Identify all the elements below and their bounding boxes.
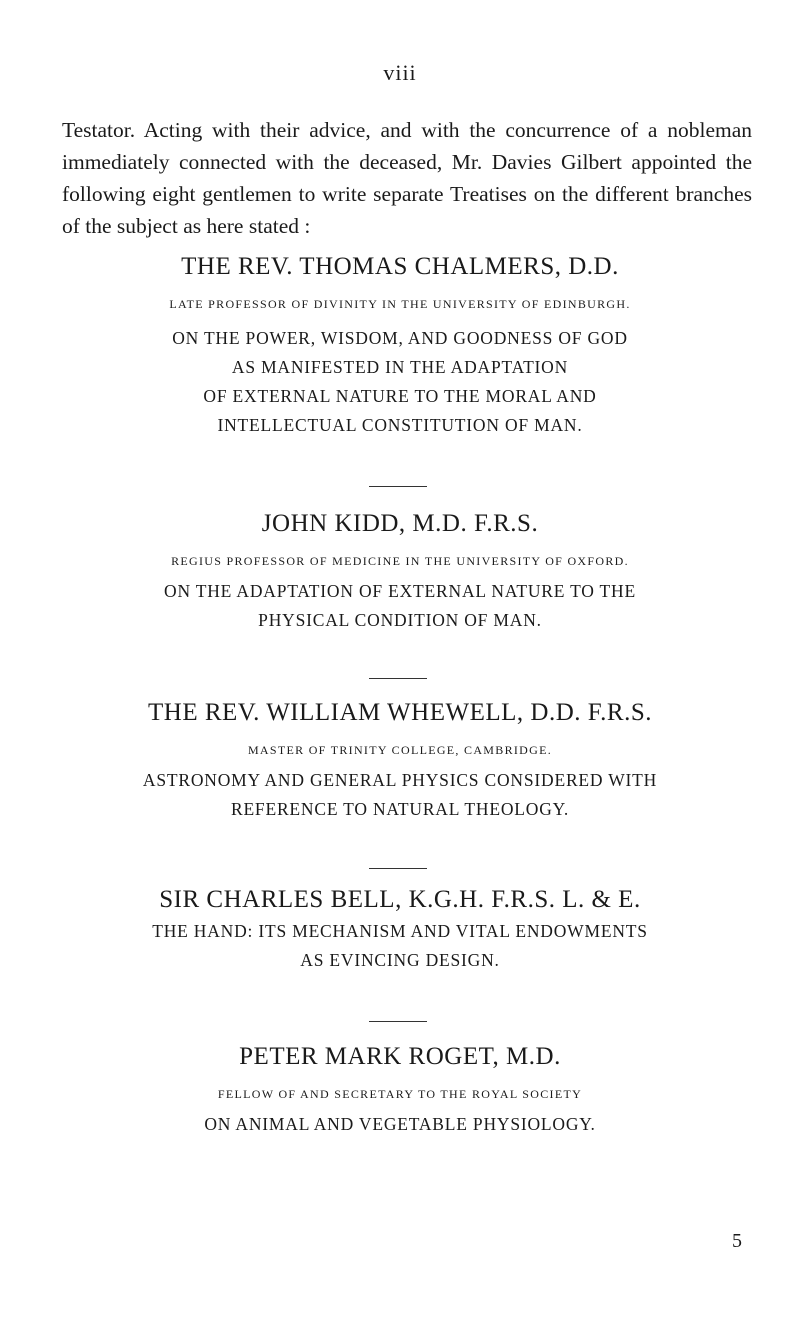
treatise-title-line: THE HAND: ITS MECHANISM AND VITAL ENDOWMENTS <box>152 921 648 941</box>
treatise-title-line: PHYSICAL CONDITION OF MAN. <box>258 610 542 630</box>
treatise-entry <box>40 509 760 635</box>
section-divider <box>369 868 427 869</box>
intro-paragraph: Testator. Acting with their advice, and with the concurrence of a nobleman immediately connected with the deceased, Mr. Davies Gilbert appointed the following eight gentlemen to write separate Treatises on the different branches of the subject as here stated : <box>62 118 752 238</box>
folio-number: 5 <box>732 1230 742 1252</box>
treatise-title-line: ON THE POWER, WISDOM, AND GOODNESS OF GOD <box>172 328 628 348</box>
section-divider <box>369 678 427 679</box>
treatise-title-line: ASTRONOMY AND GENERAL PHYSICS CONSIDERED WITH <box>142 770 658 790</box>
treatise-title-line: AS EVINCING DESIGN. <box>300 950 500 970</box>
treatise-title <box>40 324 760 440</box>
author-name: SIR CHARLES BELL, K.G.H. F.R.S. L. & E. <box>159 886 641 913</box>
author-name: THE REV. WILLIAM WHEWELL, D.D. F.R.S. <box>148 699 652 726</box>
treatise-entry <box>40 885 760 975</box>
author-affiliation: MASTER OF TRINITY COLLEGE, CAMBRIDGE. <box>247 743 553 757</box>
treatise-entry <box>40 252 760 440</box>
author-affiliation: LATE PROFESSOR OF DIVINITY IN THE UNIVERSITY OF EDINBURGH. <box>169 297 631 311</box>
treatise-title <box>40 917 760 975</box>
treatise-title-line: ON THE ADAPTATION OF EXTERNAL NATURE TO THE <box>164 581 636 601</box>
treatise-entry <box>40 1042 760 1139</box>
treatise-title-line: REFERENCE TO NATURAL THEOLOGY. <box>230 799 570 819</box>
section-divider <box>369 486 427 487</box>
treatise-title-line: INTELLECTUAL CONSTITUTION OF MAN. <box>217 415 583 435</box>
author-name: JOHN KIDD, M.D. F.R.S. <box>261 510 539 537</box>
author-affiliation: FELLOW OF AND SECRETARY TO THE ROYAL SOCIETY <box>217 1087 583 1101</box>
author-name: THE REV. THOMAS CHALMERS, D.D. <box>181 253 619 280</box>
author-affiliation: REGIUS PROFESSOR OF MEDICINE IN THE UNIVERSITY OF OXFORD. <box>171 554 629 568</box>
treatise-entry <box>40 698 760 824</box>
section-divider <box>369 1021 427 1022</box>
treatise-title <box>40 577 760 635</box>
treatise-title-line: ON ANIMAL AND VEGETABLE PHYSIOLOGY. <box>204 1114 596 1134</box>
treatise-title-line: OF EXTERNAL NATURE TO THE MORAL AND <box>203 386 597 406</box>
treatise-title <box>40 1110 760 1139</box>
page-number: viii <box>383 60 417 85</box>
author-name: PETER MARK ROGET, M.D. <box>239 1043 561 1070</box>
treatise-title <box>40 766 760 824</box>
treatise-title-line: AS MANIFESTED IN THE ADAPTATION <box>231 357 569 377</box>
